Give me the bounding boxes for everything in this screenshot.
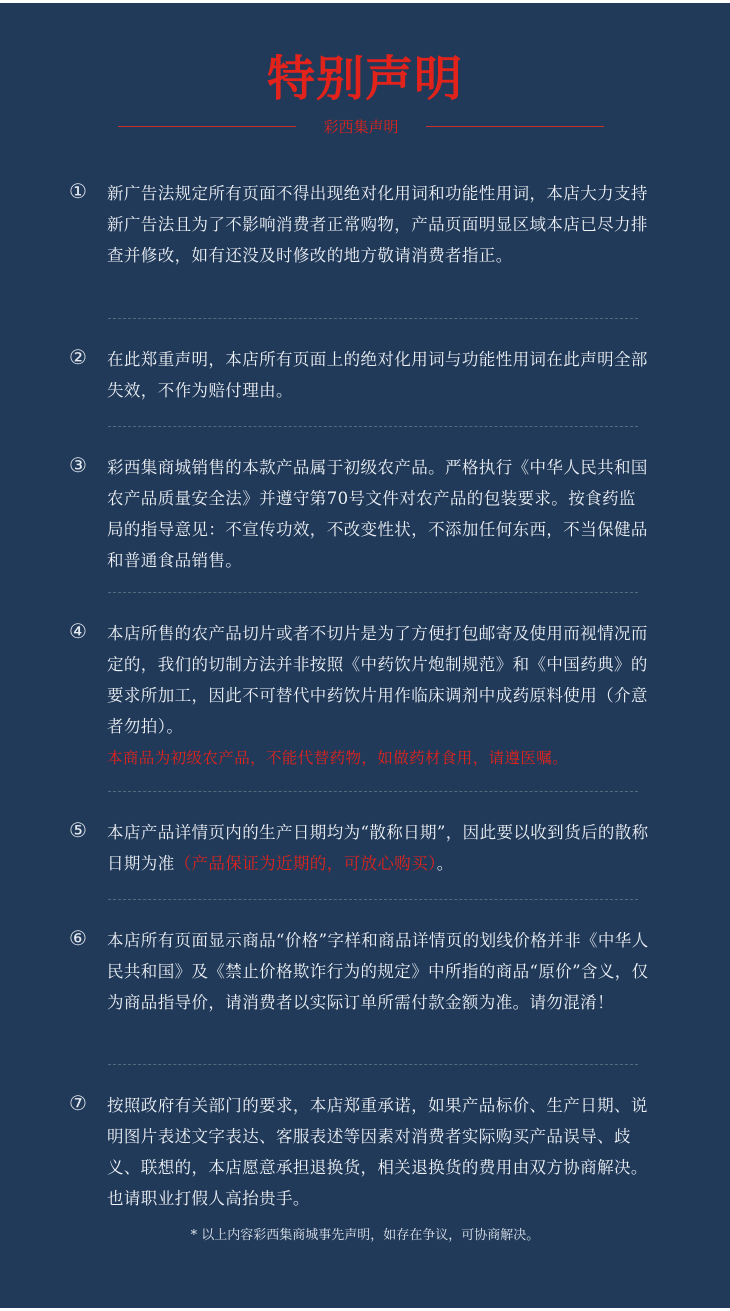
divider xyxy=(108,791,638,792)
item-text: 在此郑重声明，本店所有页面上的绝对化用词与功能性用词在此声明全部失效，不作为赔付理由。 xyxy=(107,350,648,400)
page-title: 特别声明 xyxy=(266,51,463,107)
item-text-wrap xyxy=(107,618,649,774)
item-text: 按照政府有关部门的要求，本店郑重承诺，如果产品标价、生产日期、说明图片表述文字表达、客服表述等因素对消费者实际购买产品误导、歧义、联想的，本店愿意承担退换货，相关退换货的费用由双方协商解决。也请职业打假人高抬贵手。 xyxy=(107,1096,648,1208)
item-number: ① xyxy=(69,179,87,203)
page-subtitle: 彩西集声明 xyxy=(323,118,399,136)
item-number: ⑥ xyxy=(69,926,87,950)
item-number: ④ xyxy=(69,619,87,643)
divider xyxy=(108,899,638,900)
divider xyxy=(108,1064,638,1065)
item-text: 本店所售的农产品切片或者不切片是为了方便打包邮寄及使用而视情况而定的，我们的切制方法并非按照《中药饮片炮制规范》和《中国药典》的要求所加工，因此不可替代中药饮片用作临床调剂中成药原料使用（介意者勿拍）。 xyxy=(107,624,648,736)
item-number: ⑦ xyxy=(69,1091,87,1115)
item-highlight: （产品保证为近期的，可放心购买） xyxy=(174,854,437,873)
footnote: * 以上内容彩西集商城事先声明，如存在争议，可协商解决。 xyxy=(190,1228,540,1243)
divider xyxy=(108,426,638,427)
subtitle-line-right xyxy=(426,126,604,127)
item-warning-note: 本商品为初级农产品，不能代替药物，如做药材食用，请遵医嘱。 xyxy=(107,749,569,767)
statement-panel xyxy=(0,3,730,1308)
item-number: ② xyxy=(69,345,87,369)
item-text-wrap xyxy=(107,817,649,879)
divider xyxy=(108,318,638,319)
subtitle-row xyxy=(118,115,604,139)
item-text-tail: 。 xyxy=(436,854,454,873)
item-text: 新广告法规定所有页面不得出现绝对化用词和功能性用词，本店大力支持新广告法且为了不影响消费者正常购物，产品页面明显区域本店已尽力排查并修改，如有还没及时修改的地方敬请消费者指正。 xyxy=(107,184,648,265)
item-number: ③ xyxy=(69,453,87,477)
item-text: 彩西集商城销售的本款产品属于初级农产品。严格执行《中华人民共和国农产品质量安全法》并遵守第70号文件对农产品的包装要求。按食药监局的指导意见：不宣传功效，不改变性状，不添加任何东西，不当保健品和普通食品销售。 xyxy=(107,458,648,570)
item-text: 本店产品详情页内的生产日期均为“散称日期”，因此要以收到货后的散称日期为准 xyxy=(107,823,649,873)
item-text: 本店所有页面显示商品“价格”字样和商品详情页的划线价格并非《中华人民共和国》及《禁止价格欺诈行为的规定》中所指的商品“原价”含义，仅为商品指导价，请消费者以实际订单所需付款金额为准。请勿混淆！ xyxy=(107,931,649,1012)
item-number: ⑤ xyxy=(69,818,87,842)
subtitle-line-left xyxy=(118,126,296,127)
divider xyxy=(108,592,638,593)
